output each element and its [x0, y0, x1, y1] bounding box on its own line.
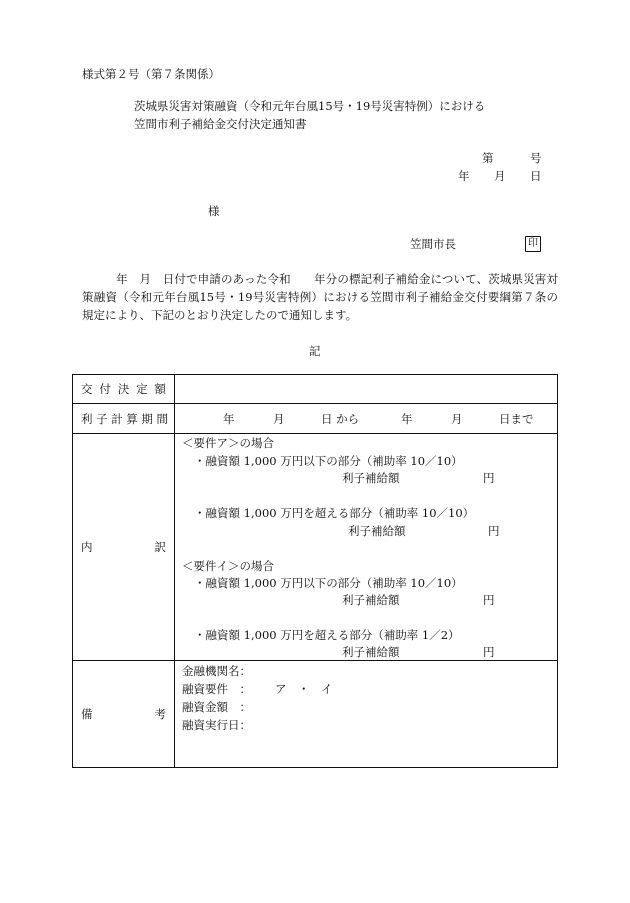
case-b-item-1: ・融資額 1,000 万円以下の部分（補助率 10／10）	[194, 576, 463, 590]
case-a-item-1: ・融資額 1,000 万円以下の部分（補助率 10／10）	[194, 454, 463, 468]
form-number: 様式第２号（第７条関係）	[82, 67, 220, 81]
case-b-item-2: ・融資額 1,000 万円を超える部分（補助率 1／2）	[194, 628, 460, 642]
label-naiyaku: 内 訳	[73, 434, 175, 661]
case-a-item-1-yen: 円	[483, 471, 495, 485]
table-row	[73, 404, 558, 434]
decision-table	[72, 374, 558, 768]
loan-requirement-label: 融資要件 ：	[182, 682, 251, 696]
kofu-kettei-gaku-value[interactable]	[175, 375, 558, 404]
date-day: 日	[530, 169, 542, 183]
issuer-name: 笠間市長	[410, 237, 456, 251]
doc-number-dai: 第	[482, 151, 494, 165]
date-month: 月	[494, 169, 506, 183]
loan-exec-date-label: 融資実行日：	[182, 718, 251, 732]
label-kofu-kettei-gaku: 交 付 決 定 額	[73, 375, 175, 404]
case-b-item-1-yen: 円	[483, 593, 495, 607]
seal-mark: 印	[525, 236, 541, 252]
loan-requirement-options: ア ・ イ	[275, 682, 333, 696]
title-line-2: 笠間市利子補給金交付決定通知書	[134, 117, 307, 131]
case-a-item-2-sub: 利子補給額	[348, 524, 406, 538]
date-year: 年	[458, 169, 470, 183]
title-line-1: 茨城県災害対策融資（令和元年台風15号・19号災害特例）における	[134, 99, 486, 113]
label-biko: 備 考	[73, 661, 175, 768]
biko-detail	[175, 661, 558, 768]
case-b-item-1-sub: 利子補給額	[342, 593, 400, 607]
body-paragraph	[82, 270, 558, 324]
case-b-item-2-sub: 利子補給額	[342, 645, 400, 659]
ki-heading: 記	[309, 344, 321, 358]
table-row	[73, 375, 558, 404]
bank-name-label: 金融機関名：	[182, 664, 251, 678]
addressee-sama: 様	[208, 204, 220, 218]
case-b-heading: ＜要件イ＞の場合	[182, 559, 274, 573]
case-a-item-1-sub: 利子補給額	[342, 471, 400, 485]
loan-amount-label: 融資金額 ：	[182, 700, 251, 714]
table-row	[73, 434, 558, 661]
case-a-item-2: ・融資額 1,000 万円を超える部分（補助率 10／10）	[194, 506, 475, 520]
doc-number-go: 号	[530, 151, 542, 165]
case-a-item-2-yen: 円	[488, 524, 500, 538]
calc-period-value: 年 月 日 から 年 月 日まで	[175, 404, 558, 434]
naiyaku-detail	[175, 434, 558, 661]
body-text: 年 月 日付で申請のあった令和 年分の標記利子補給金について、茨城県災害対策融資（令和元年台風15号・19号災害特例）における笠間市利子補給金交付要綱第７条の規定により、下記のとおり決定したので通知します。	[82, 272, 558, 322]
label-rishi-keisan-kikan: 利 子 計 算 期 間	[73, 404, 175, 434]
case-a-heading: ＜要件ア＞の場合	[182, 436, 274, 450]
case-b-item-2-yen: 円	[483, 645, 495, 659]
table-row	[73, 661, 558, 768]
